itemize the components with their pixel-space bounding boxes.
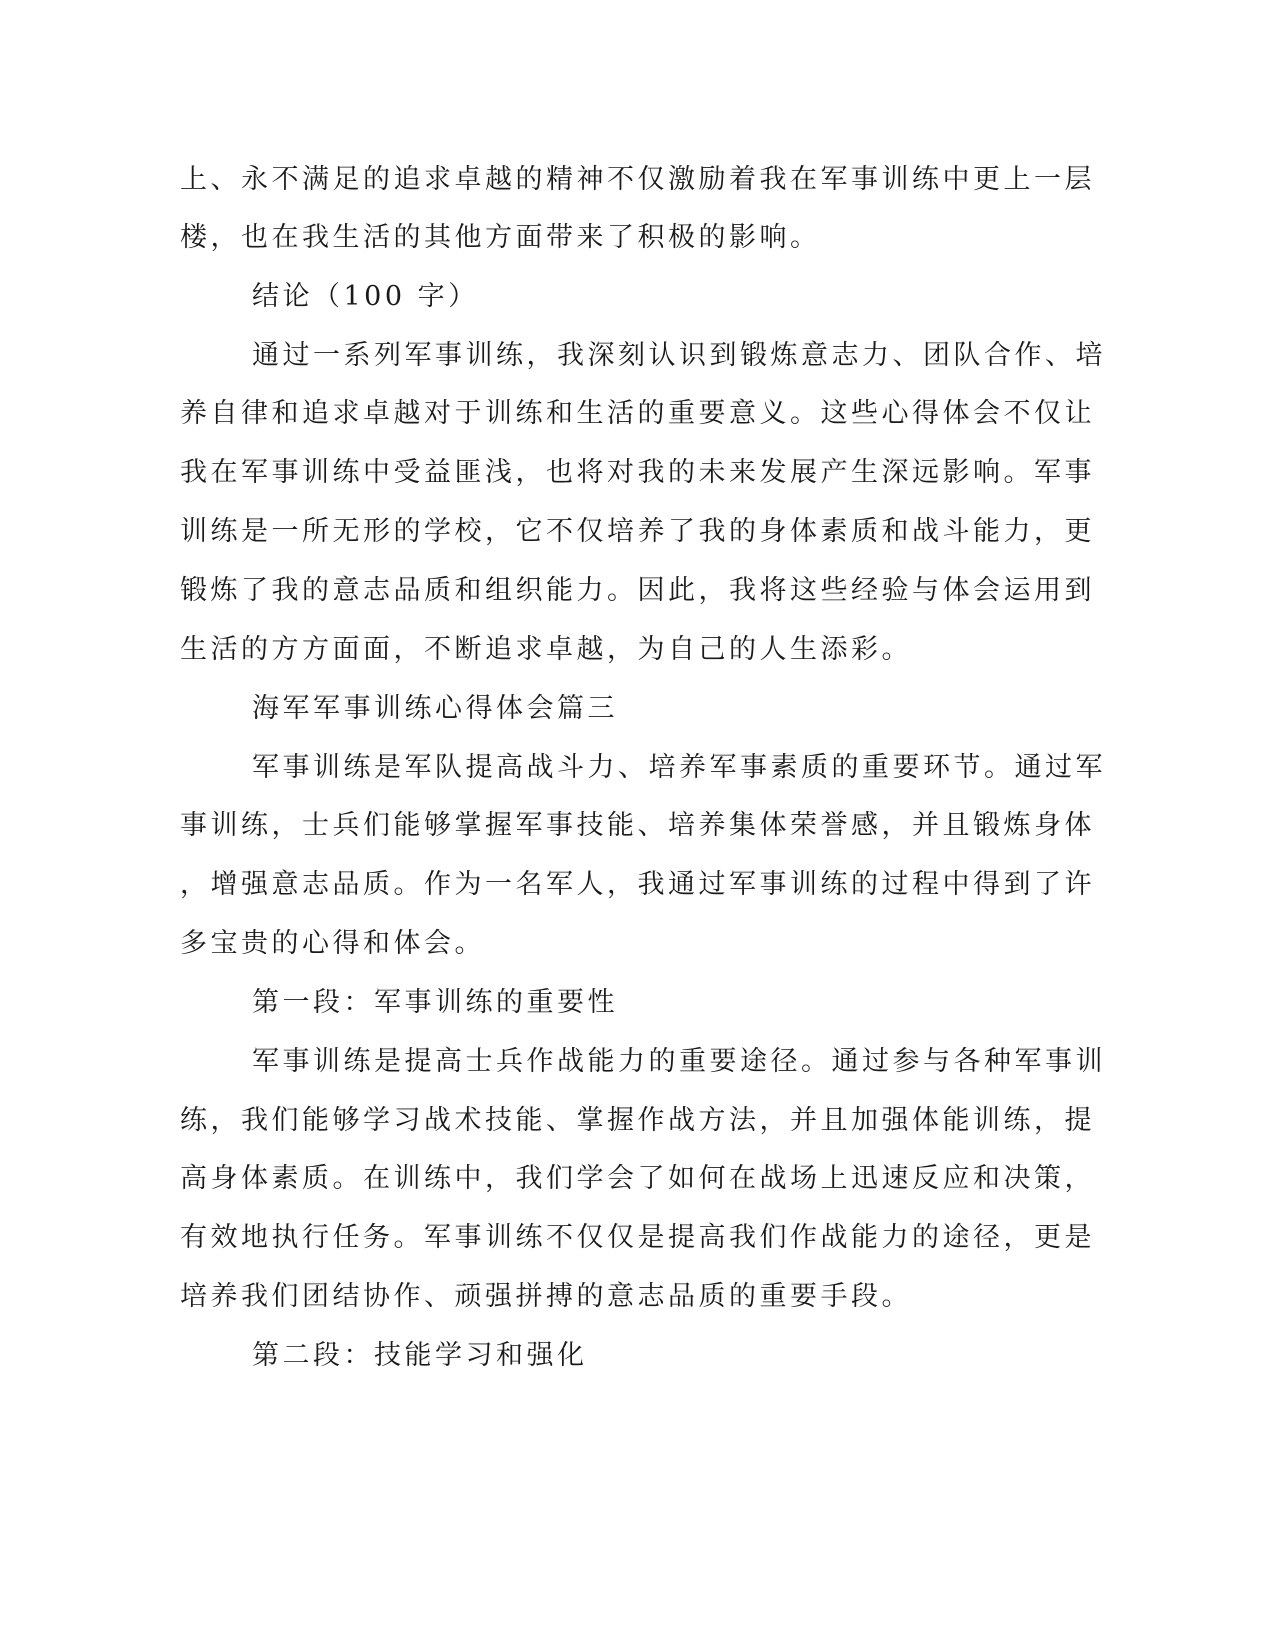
text-line: 上、永不满足的追求卓越的精神不仅激励着我在军事训练中更上一层 xyxy=(180,164,1095,195)
text-line: 军事训练是军队提高战斗力、培养军事素质的重要环节。通过军 xyxy=(252,752,1106,783)
text-line: 练，我们能够学习战术技能、掌握作战方法，并且加强体能训练，提 xyxy=(180,1105,1095,1136)
text-line: ，增强意志品质。作为一名军人，我通过军事训练的过程中得到了许 xyxy=(180,869,1095,900)
text-line: 生活的方方面面，不断追求卓越，为自己的人生添彩。 xyxy=(180,634,912,665)
text-line: 有效地执行任务。军事训练不仅仅是提高我们作战能力的途径，更是 xyxy=(180,1222,1095,1253)
text-line: 军事训练是提高士兵作战能力的重要途径。通过参与各种军事训 xyxy=(252,1046,1106,1077)
text-line: 我在军事训练中受益匪浅，也将对我的未来发展产生深远影响。军事 xyxy=(180,457,1095,488)
text-line: 楼，也在我生活的其他方面带来了积极的影响。 xyxy=(180,222,821,253)
section-heading: 海军军事训练心得体会篇三 xyxy=(252,693,618,724)
text-line: 养自律和追求卓越对于训练和生活的重要意义。这些心得体会不仅让 xyxy=(180,398,1095,429)
text-line: 训练是一所无形的学校，它不仅培养了我的身体素质和战斗能力，更 xyxy=(180,516,1095,547)
text-line: 事训练，士兵们能够掌握军事技能、培养集体荣誉感，并且锻炼身体 xyxy=(180,810,1095,841)
section-heading: 结论（100 字） xyxy=(252,281,479,312)
section-heading: 第二段：技能学习和强化 xyxy=(252,1340,588,1371)
text-line: 通过一系列军事训练，我深刻认识到锻炼意志力、团队合作、培 xyxy=(252,340,1106,371)
text-line: 多宝贵的心得和体会。 xyxy=(180,928,485,959)
text-line: 锻炼了我的意志品质和组织能力。因此，我将这些经验与体会运用到 xyxy=(180,575,1095,606)
text-line: 高身体素质。在训练中，我们学会了如何在战场上迅速反应和决策， xyxy=(180,1163,1095,1194)
text-line: 培养我们团结协作、顽强拼搏的意志品质的重要手段。 xyxy=(180,1281,912,1312)
section-heading: 第一段：军事训练的重要性 xyxy=(252,987,618,1018)
